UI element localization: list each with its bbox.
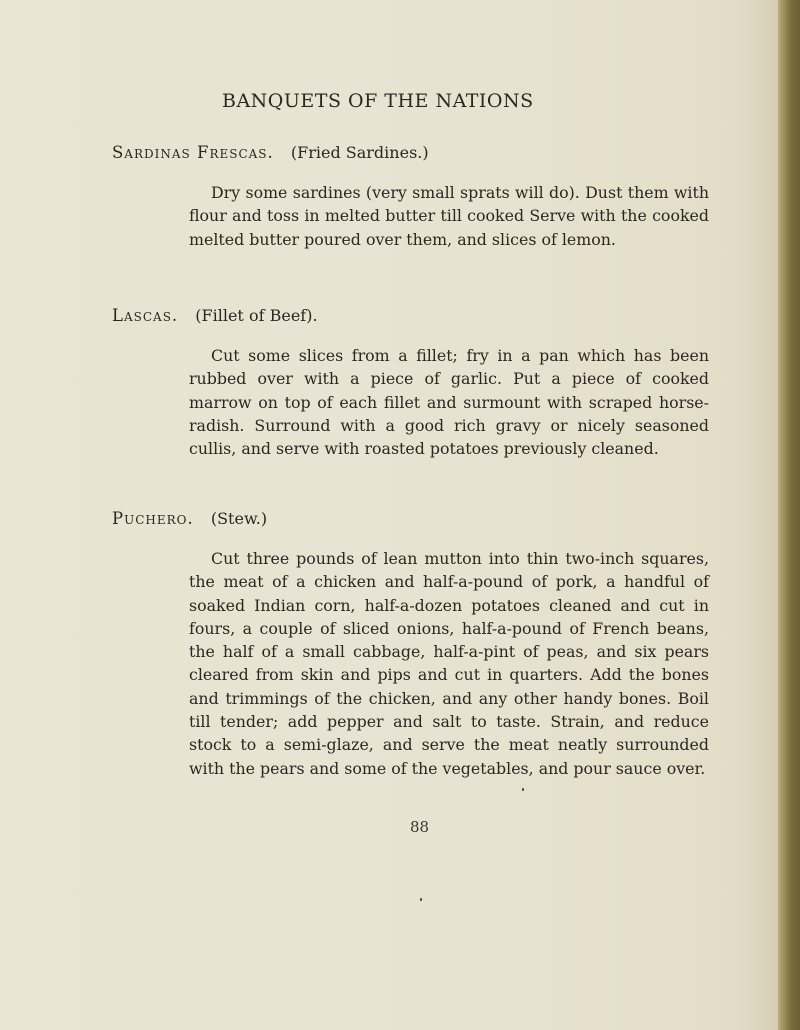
- recipe-name: Lascas.: [112, 306, 179, 325]
- recipe-text: Dry some sardines (very small sprats will do). Dust them with flour and toss in melted butter till cooked Serve with the cooked melted butter poured over them, and slices of lemon.: [189, 183, 709, 249]
- entry-heading: [112, 306, 318, 325]
- page-edge-shadow: [778, 0, 800, 1030]
- page-number: 88: [410, 818, 430, 836]
- paper-speck: [522, 788, 524, 791]
- recipe-gloss: (Fried Sardines.): [290, 143, 429, 162]
- entry-heading: [112, 143, 429, 162]
- recipe-name: Puchero.: [112, 509, 194, 528]
- recipe-gloss: (Fillet of Beef).: [195, 306, 318, 325]
- running-head: BANQUETS OF THE NATIONS: [222, 90, 534, 112]
- paper-speck: [420, 898, 422, 901]
- recipe-text: Cut three pounds of lean mutton into thin two-inch squares, the meat of a chicken and half-a-pound of pork, a handful of soaked Indian corn, half-a-dozen potatoes cleaned and cut in fours, a couple of sliced onions, half-a-pound of French beans, the half of a small cabbage, half-a-pint of peas, and six pears cleared from skin and pips and cut in quarters. Add the bones and trimmings of the chicken, and any other handy bones. Boil till tender; add pepper and salt to taste. Strain, and reduce stock to a semi-glaze, and serve the meat neatly surrounded with the pears and some of the vegetables, and pour sauce over.: [189, 549, 709, 778]
- recipe-name: Sardinas Frescas.: [112, 143, 274, 162]
- recipe-gloss: (Stew.): [210, 509, 268, 528]
- entry-heading: [112, 509, 267, 528]
- recipe-text: Cut some slices from a fillet; fry in a pan which has been rubbed over with a piece of garlic. Put a piece of cooked marrow on top of each fillet and surmount with scraped horse-radish. Surround with a good rich gravy or nicely seasoned cullis, and serve with roasted potatoes previously cleaned.: [189, 346, 709, 459]
